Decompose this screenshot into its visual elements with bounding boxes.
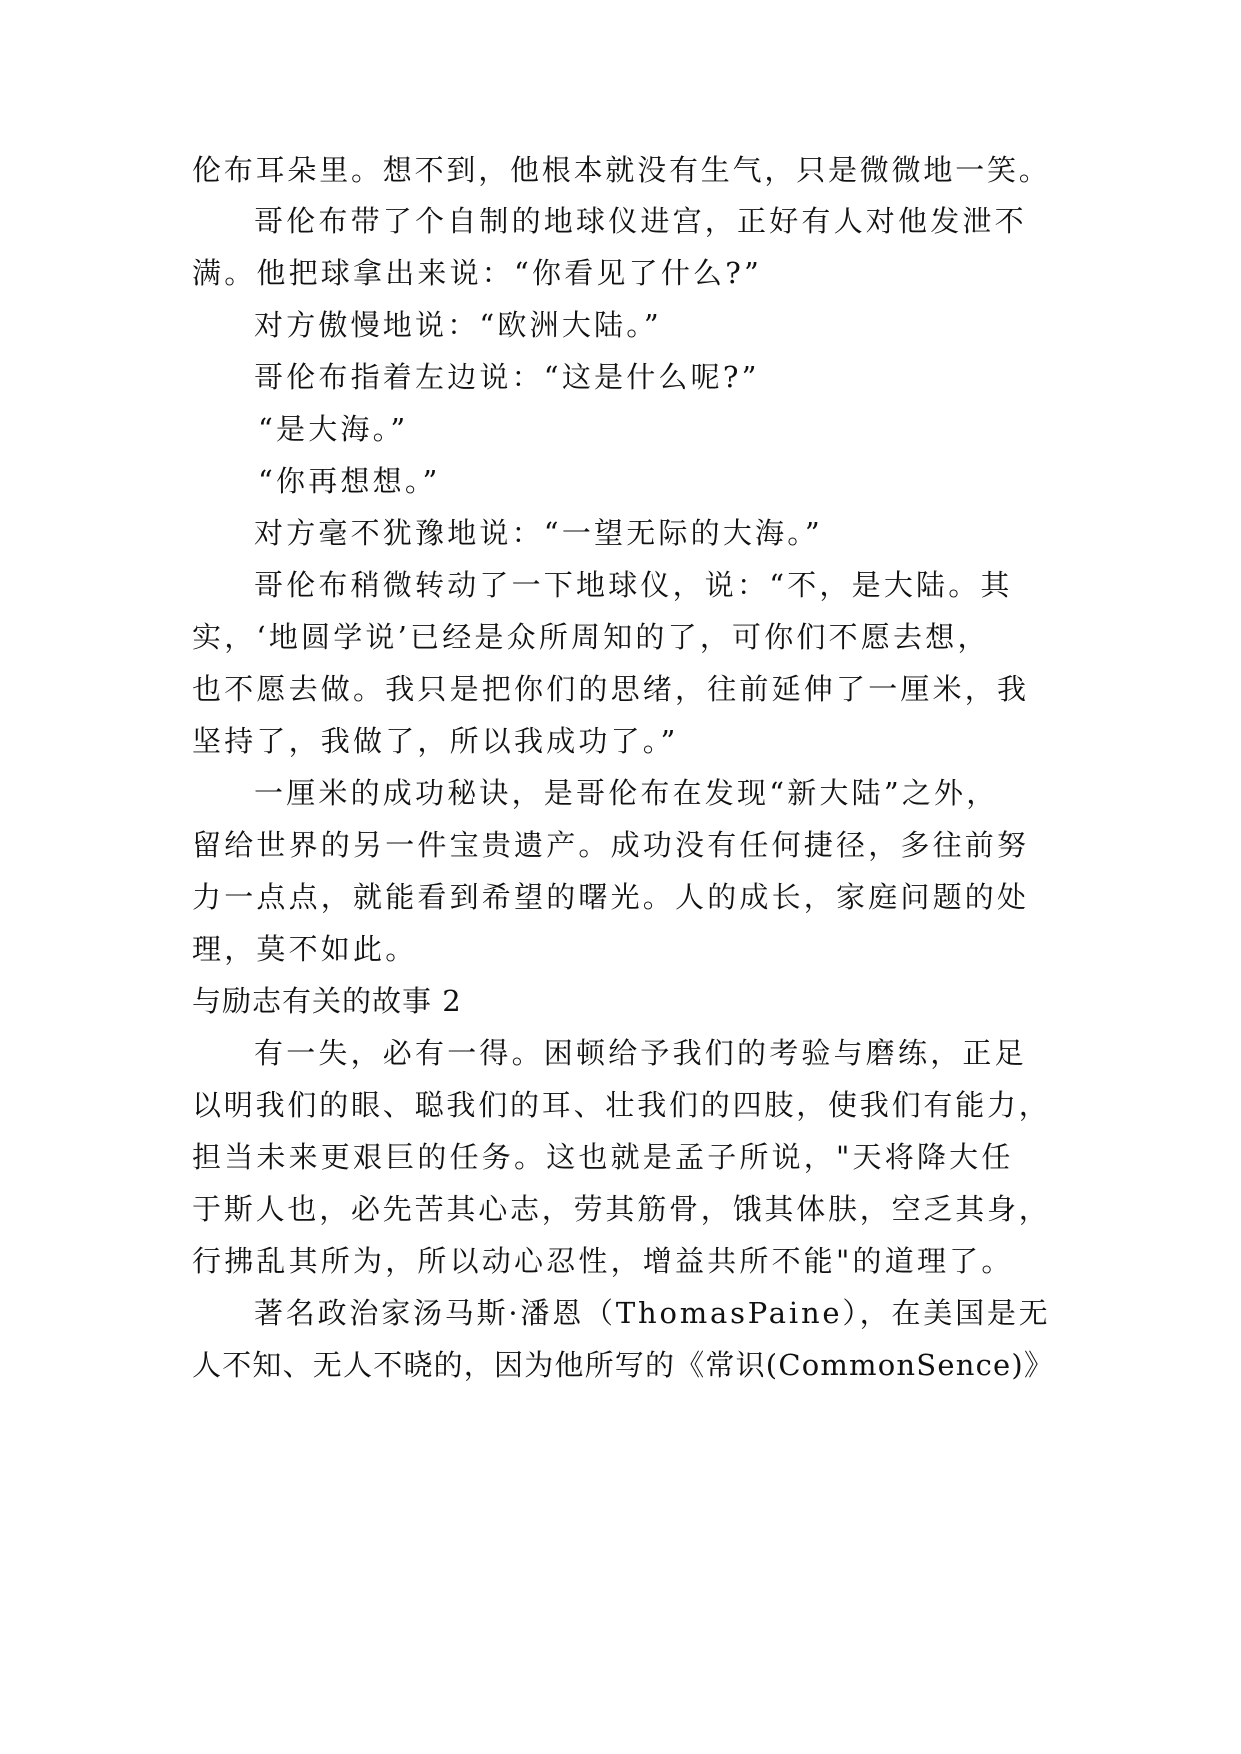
paragraph-line: 满。他把球拿出来说：“你看见了什么?” xyxy=(192,256,762,290)
section-heading: 与励志有关的故事 2 xyxy=(192,984,462,1018)
paragraph-line: 哥伦布带了个自制的地球仪进宫，正好有人对他发泄不 xyxy=(254,204,1027,238)
paragraph-line: “你再想想。” xyxy=(258,464,441,498)
paragraph-line: 留给世界的另一件宝贵遗产。成功没有任何捷径，多往前努 xyxy=(192,828,1030,862)
paragraph-line: 哥伦布稍微转动了一下地球仪，说：“不，是大陆。其 xyxy=(254,568,1013,602)
paragraph-line: 实，‘地圆学说’已经是众所周知的了，可你们不愿去想， xyxy=(192,620,990,654)
paragraph-line: 坚持了，我做了，所以我成功了。” xyxy=(192,724,679,758)
paragraph-line: 以明我们的眼、聪我们的耳、壮我们的四肢，使我们有能力， xyxy=(192,1088,1051,1122)
paragraph-line: 理，莫不如此。 xyxy=(192,932,418,966)
paragraph-line: 也不愿去做。我只是把你们的思绪，往前延伸了一厘米，我 xyxy=(192,672,1030,706)
paragraph-line: 一厘米的成功秘诀，是哥伦布在发现“新大陆”之外， xyxy=(254,776,999,810)
paragraph-line: 伦布耳朵里。想不到，他根本就没有生气，只是微微地一笑。 xyxy=(192,153,1051,187)
paragraph-line: 于斯人也，必先苦其心志，劳其筋骨，饿其体肤，空乏其身， xyxy=(192,1192,1051,1226)
paragraph-line: 有一失，必有一得。困顿给予我们的考验与磨练，正足 xyxy=(254,1036,1027,1070)
paragraph-line: 对方毫不犹豫地说：“一望无际的大海。” xyxy=(254,516,823,550)
paragraph-line: 担当未来更艰巨的任务。这也就是孟子所说，"天将降大任 xyxy=(192,1140,1014,1174)
paragraph-line: 著名政治家汤马斯·潘恩（ThomasPaine），在美国是无 xyxy=(254,1296,1051,1330)
paragraph-line: “是大海。” xyxy=(258,412,409,446)
paragraph-line: 哥伦布指着左边说：“这是什么呢?” xyxy=(254,360,760,394)
paragraph-line: 行拂乱其所为，所以动心忍性，增益共所不能"的道理了。 xyxy=(192,1244,1014,1278)
paragraph-line: 对方傲慢地说：“欧洲大陆。” xyxy=(254,308,662,342)
paragraph-line: 力一点点，就能看到希望的曙光。人的成长，家庭问题的处 xyxy=(192,880,1030,914)
paragraph-line: 人不知、无人不晓的，因为他所写的《常识(CommonSence)》 xyxy=(192,1348,1055,1382)
